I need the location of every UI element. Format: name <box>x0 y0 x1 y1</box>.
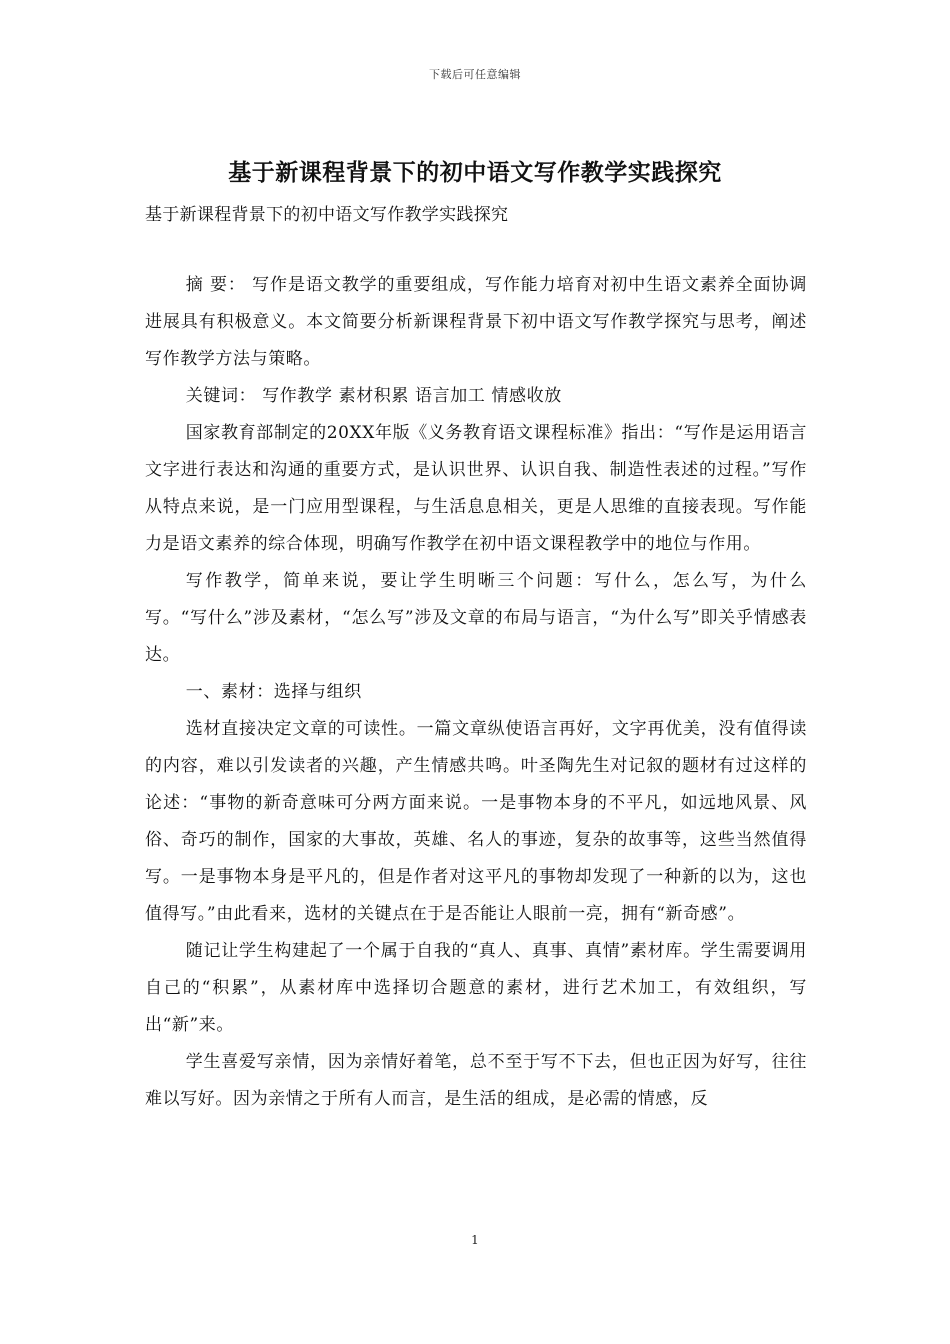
document-subtitle: 基于新课程背景下的初中语文写作教学实践探究 <box>145 205 509 225</box>
header-note: 下载后可任意编辑 <box>429 68 521 81</box>
body-paragraph: 学生喜爱写亲情，因为亲情好着笔，总不至于写不下去，但也正因为好写，往往难以写好。因为亲情之于所有人而言，是生活的组成，是必需的情感，反 <box>145 1052 807 1109</box>
section-heading: 一、素材：选择与组织 <box>185 682 362 702</box>
body-paragraph: 随记让学生构建起了一个属于自我的“真人、真事、真情”素材库。学生需要调用自己的“积累”，从素材库中选择切合题意的素材，进行艺术加工，有效组织，写出“新”来。 <box>145 941 807 1035</box>
body-paragraph: 选材直接决定文章的可读性。一篇文章纵使语言再好，文字再优美，没有值得读的内容，难以引发读者的兴趣，产生情感共鸣。叶圣陶先生对记叙的题材有过这样的论述：“事物的新奇意味可分两方面来说。一是事物本身的不平凡，如远地风景、风俗、奇巧的制作，国家的大事故，英雄、名人的事迹，复杂的故事等，这些当然值得写。一是事物本身是平凡的，但是作者对这平凡的事物却发现了一种新的以为，这也值得写。”由此看来，选材的关键点在于是否能让人眼前一亮，拥有“新奇感”。 <box>145 719 807 924</box>
document-body <box>145 267 807 1118</box>
keywords-paragraph: 关键词： 写作教学 素材积累 语言加工 情感收放 <box>185 386 562 406</box>
abstract-paragraph: 摘 要： 写作是语文教学的重要组成，写作能力培育对初中生语文素养全面协调进展具有积极意义。本文简要分析新课程背景下初中语文写作教学探究与思考，阐述写作教学方法与策略。 <box>145 275 807 369</box>
body-paragraph: 写作教学，简单来说，要让学生明晰三个问题：写什么，怎么写，为什么写。“写什么”涉及素材，“怎么写”涉及文章的布局与语言，“为什么写”即关乎情感表达。 <box>145 571 807 665</box>
page-number: 1 <box>471 1233 479 1247</box>
document-title: 基于新课程背景下的初中语文写作教学实践探究 <box>228 159 722 186</box>
body-paragraph: 国家教育部制定的20XX年版《义务教育语文课程标准》指出：“写作是运用语言文字进行表达和沟通的重要方式，是认识世界、认识自我、制造性表述的过程。”写作从特点来说，是一门应用型课程，与生活息息相关，更是人思维的直接表现。写作能力是语文素养的综合体现，明确写作教学在初中语文课程教学中的地位与作用。 <box>145 423 807 554</box>
